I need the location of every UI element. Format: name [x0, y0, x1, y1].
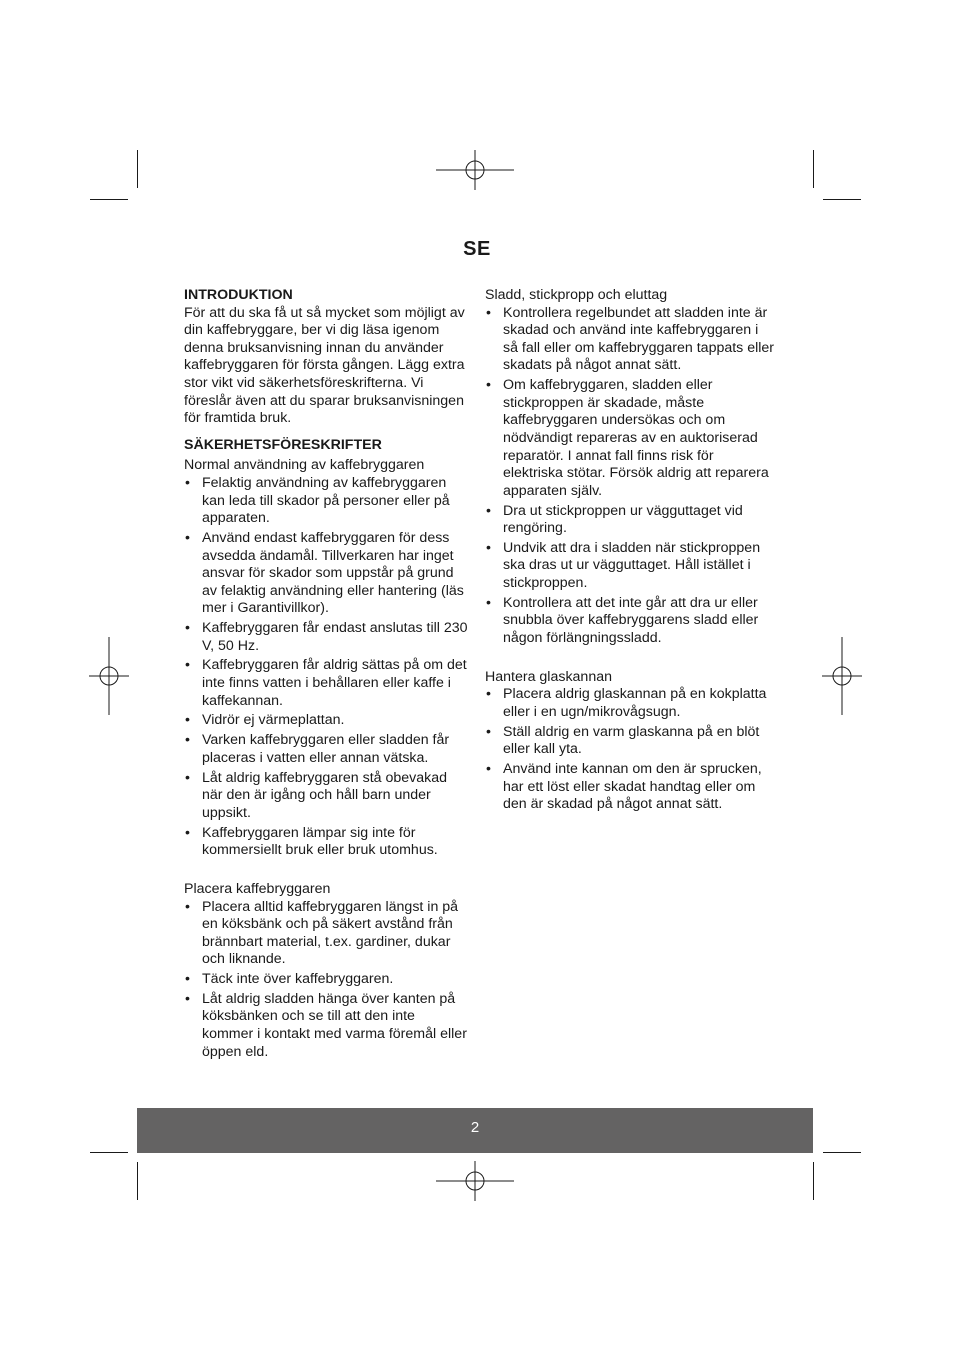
- normal-use-heading: Normal användning av kaffebryggaren: [184, 457, 425, 474]
- list-item: • Använd inte kannan om den är sprucken, har ett löst eller skadat handtag eller om den är skadad på något annat sätt.: [485, 761, 775, 814]
- list-item: • Dra ut stickproppen ur vägguttaget vid rengöring.: [485, 503, 775, 538]
- intro-text: För att du ska få ut så mycket som möjligt av din kaffebryggare, ber vi dig läsa igenom denna bruksanvisning innan du använder kaffebryggaren för första gången. Lägg extra stor vikt vid säkerhetsföreskrifterna. Vi föreslår även att du sparar bruksanvisningen för framtida bruk.: [184, 304, 465, 427]
- crop-mark-top-left-v: [137, 150, 138, 188]
- safety-heading: SÄKERHETSFÖRESKRIFTER: [184, 436, 382, 453]
- footer-bar: [137, 1108, 813, 1153]
- crop-mark-bottom-left-v: [137, 1162, 138, 1200]
- list-item: • Låt aldrig kaffebryggaren stå obevakad när den är igång och håll barn under uppsikt.: [184, 770, 470, 823]
- list-item: • Felaktig användning av kaffebryggaren kan leda till skador på personer eller på apparaten.: [184, 475, 470, 528]
- list-item: • Varken kaffebryggaren eller sladden får placeras i vatten eller annan vätska.: [184, 732, 470, 767]
- registration-mark-left-icon: [70, 637, 148, 715]
- list-item: • Täck inte över kaffebryggaren.: [184, 971, 470, 989]
- crop-mark-top-right-v: [813, 150, 814, 188]
- crop-mark-bottom-left-h: [90, 1152, 128, 1153]
- list-item: • Kaffebryggaren lämpar sig inte för kommersiellt bruk eller bruk utomhus.: [184, 825, 470, 860]
- right-column: [485, 287, 775, 816]
- registration-mark-top-icon: [436, 131, 514, 209]
- registration-mark-right-icon: [803, 637, 881, 715]
- carafe-heading: Hantera glaskannan: [485, 668, 612, 685]
- list-item: • Kontrollera att det inte går att dra ur eller snubbla över kaffebryggarens sladd eller någon förlängningssladd.: [485, 595, 775, 648]
- placement-list: [184, 899, 470, 1062]
- list-item: • Låt aldrig sladden hänga över kanten på köksbänken och se till att den inte kommer i kontakt med varma föremål eller öppen eld.: [184, 991, 470, 1061]
- list-item: • Undvik att dra i sladden när stickproppen ska dras ut ur vägguttaget. Håll istället i stickproppen.: [485, 540, 775, 593]
- list-item: • Om kaffebryggaren, sladden eller stickproppen är skadade, måste kaffebryggaren undersökas och om nödvändigt repareras av en auktoriserad reparatör. I annat fall finns risk för elektriska stötar. Försök aldrig att reparera apparaten själv.: [485, 377, 775, 500]
- intro-heading: INTRODUKTION: [184, 287, 293, 303]
- list-item: • Kaffebryggaren får endast anslutas till 230 V, 50 Hz.: [184, 620, 470, 655]
- list-item: • Ställ aldrig en varm glaskanna på en blöt eller kall yta.: [485, 724, 775, 759]
- normal-use-list: [184, 475, 470, 860]
- language-code-heading: SE: [463, 238, 491, 260]
- list-item: • Använd endast kaffebryggaren för dess avsedda ändamål. Tillverkaren har inget ansvar för skador som uppstår på grund av felaktig användning eller hantering (läs mer i Garantivillkor).: [184, 530, 470, 618]
- cord-heading: Sladd, stickpropp och eluttag: [485, 287, 668, 303]
- left-column: [184, 287, 470, 1063]
- carafe-list: [485, 686, 775, 814]
- list-item: • Kaffebryggaren får aldrig sättas på om det inte finns vatten i behållaren eller kaffe i kaffekannan.: [184, 657, 470, 710]
- list-item: • Kontrollera regelbundet att sladden inte är skadad och använd inte kaffebryggaren i så fall eller om kaffebryggaren tappats eller skadats på något annat sätt.: [485, 305, 775, 375]
- crop-mark-top-right-h: [823, 199, 861, 200]
- placement-heading: Placera kaffebryggaren: [184, 880, 331, 897]
- crop-mark-bottom-right-h: [823, 1152, 861, 1153]
- list-item: • Vidrör ej värmeplattan.: [184, 712, 470, 730]
- crop-mark-bottom-right-v: [813, 1162, 814, 1200]
- crop-mark-top-left-h: [90, 199, 128, 200]
- list-item: • Placera alltid kaffebryggaren längst in på en köksbänk och på säkert avstånd från brännbart material, t.ex. gardiner, dukar och liknande.: [184, 899, 470, 969]
- registration-mark-bottom-icon: [436, 1142, 514, 1220]
- page-number: 2: [470, 1119, 480, 1136]
- list-item: • Placera aldrig glaskannan på en kokplatta eller i en ugn/mikrovågsugn.: [485, 686, 775, 721]
- cord-list: [485, 305, 775, 648]
